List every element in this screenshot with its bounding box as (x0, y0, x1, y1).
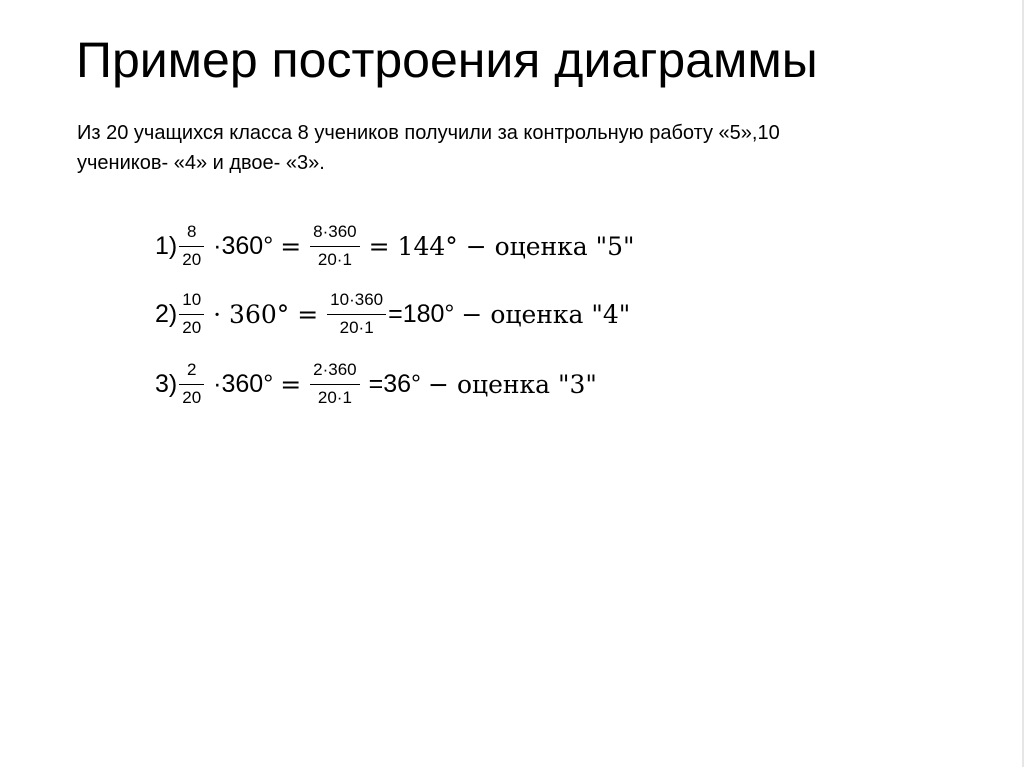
fraction-denominator: 20 (182, 318, 202, 337)
formula-number: 2) (155, 299, 178, 328)
formula-number: 1) (155, 231, 178, 260)
multiply-degrees: ·360° (213, 369, 274, 398)
fraction-numerator: 2 (186, 360, 197, 379)
formula-3 (155, 360, 597, 408)
fraction-product (310, 360, 359, 408)
fraction-numerator: 8·360 (313, 222, 357, 241)
formula-result-value: =36° (368, 369, 422, 398)
fraction-bar (310, 384, 359, 385)
fraction-numerator: 2·360 (313, 360, 357, 379)
formula-result-grade: − оценка "3" (428, 369, 597, 399)
fraction-bar (179, 384, 204, 385)
intro-line-2: учеников- «4» и двое- «3». (77, 152, 325, 174)
formula-result-grade: − оценка "4" (461, 299, 631, 329)
intro-text (77, 118, 957, 178)
slide-title: Пример построения диаграммы (76, 32, 818, 88)
fraction-bar (179, 246, 204, 247)
fraction-denominator: 20·1 (317, 388, 352, 407)
fraction-product (327, 290, 386, 338)
intro-line-1: Из 20 учащихся класса 8 учеников получили за контрольную работу «5»,10 (77, 122, 780, 144)
fraction-product (310, 222, 359, 270)
formula-1 (155, 222, 635, 270)
multiply-degrees: ·360° (213, 231, 274, 260)
fraction-denominator: 20 (182, 250, 202, 269)
formula-result: = 144° − оценка "5" (368, 231, 635, 261)
fraction-share (179, 290, 204, 338)
multiply-degrees: · 360° = (213, 299, 319, 329)
equals-sign: = (280, 369, 302, 399)
formula-2 (155, 290, 630, 338)
fraction-denominator: 20·1 (339, 318, 374, 337)
formula-number: 3) (155, 369, 178, 398)
fraction-bar (179, 314, 204, 315)
fraction-numerator: 10 (182, 290, 202, 309)
fraction-numerator: 10·360 (330, 290, 384, 309)
fraction-denominator: 20·1 (317, 250, 352, 269)
fraction-bar (310, 246, 359, 247)
fraction-numerator: 8 (186, 222, 197, 241)
fraction-bar (327, 314, 386, 315)
fraction-share (179, 360, 204, 408)
formula-result-value: =180° (388, 299, 455, 328)
equals-sign: = (280, 231, 302, 261)
fraction-denominator: 20 (182, 388, 202, 407)
fraction-share (179, 222, 204, 270)
